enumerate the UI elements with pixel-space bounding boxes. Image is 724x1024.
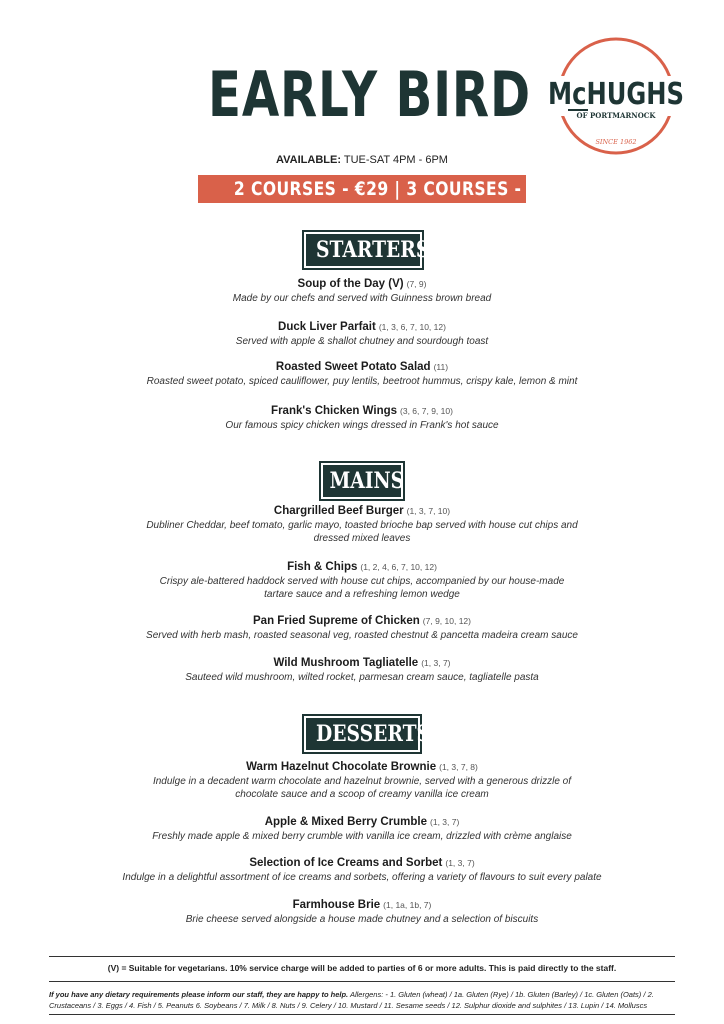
item-name: Soup of the Day (V) bbox=[297, 278, 404, 290]
logo-name: McHUGHS bbox=[548, 77, 684, 112]
allergy-intro: If you have any dietary requirements please inform our staff, they are happy to help. bbox=[49, 990, 349, 999]
item-allergens: (1, 1a, 1b, 7) bbox=[383, 900, 432, 910]
footer-divider-middle bbox=[49, 981, 675, 982]
item-allergens: (1, 3, 7, 10) bbox=[406, 506, 451, 516]
menu-item bbox=[0, 857, 724, 884]
item-description: Brie cheese served alongside a house made chutney and a selection of biscuits bbox=[185, 914, 539, 925]
item-description-line2: chocolate sauce and a scoop of creamy vanilla ice cream bbox=[235, 789, 489, 800]
item-name: Pan Fried Supreme of Chicken bbox=[253, 615, 420, 627]
menu-item bbox=[0, 405, 724, 432]
menu-title-text: EARLY BIRD bbox=[208, 58, 531, 131]
item-name: Chargrilled Beef Burger bbox=[273, 505, 404, 517]
item-allergens: (1, 3, 7) bbox=[445, 858, 475, 868]
menu-item bbox=[0, 657, 724, 684]
item-name: Warm Hazelnut Chocolate Brownie bbox=[246, 761, 437, 773]
availability-line bbox=[0, 154, 724, 166]
item-allergens: (3, 6, 7, 9, 10) bbox=[400, 406, 453, 416]
item-name: Wild Mushroom Tagliatelle bbox=[273, 657, 419, 669]
logo-emblem bbox=[546, 36, 686, 156]
item-description-line2: dressed mixed leaves bbox=[313, 533, 411, 544]
menu-item bbox=[0, 321, 724, 348]
item-name: Roasted Sweet Potato Salad bbox=[275, 361, 431, 373]
item-name: Farmhouse Brie bbox=[292, 899, 381, 911]
availability-value: TUE-SAT 4PM - 6PM bbox=[343, 154, 448, 166]
item-description: Crispy ale-battered haddock served with house cut chips, accompanied by our house-made bbox=[159, 576, 565, 587]
section-header-desserts: DESSERTS bbox=[306, 718, 418, 750]
menu-item bbox=[0, 761, 724, 801]
item-allergens: (7, 9) bbox=[406, 279, 427, 289]
item-description: Served with apple & shallot chutney and sourdough toast bbox=[235, 336, 489, 347]
logo-since: SINCE 1962 bbox=[595, 138, 637, 146]
availability-label: AVAILABLE: bbox=[276, 154, 341, 166]
item-allergens: (7, 9, 10, 12) bbox=[422, 616, 471, 626]
item-description: Served with herb mash, roasted seasonal veg, roasted chestnut & pancetta madeira cream sauce bbox=[146, 630, 578, 641]
menu-item bbox=[0, 561, 724, 601]
section-header-starters: STARTERS bbox=[306, 234, 420, 266]
menu-item bbox=[0, 899, 724, 926]
item-description: Our famous spicy chicken wings dressed in Frank's hot sauce bbox=[225, 420, 499, 431]
item-description: Roasted sweet potato, spiced cauliflower, puy lentils, beetroot hummus, crispy kale, lemon & mint bbox=[146, 376, 578, 387]
menu-item bbox=[0, 361, 724, 388]
menu-item bbox=[0, 816, 724, 843]
item-allergens: (1, 2, 4, 6, 7, 10, 12) bbox=[360, 562, 437, 572]
footer-divider-bottom bbox=[49, 1014, 675, 1015]
vegetarian-service-note: (V) = Suitable for vegetarians. 10% service charge will be added to parties of 6 or more adults. This is paid directly to the staff. bbox=[107, 963, 617, 973]
item-allergens: (1, 3, 7, 8) bbox=[439, 762, 478, 772]
item-allergens: (1, 3, 7) bbox=[421, 658, 451, 668]
price-banner bbox=[198, 175, 562, 203]
item-name: Frank's Chicken Wings bbox=[271, 405, 398, 417]
item-allergens: (11) bbox=[433, 362, 449, 372]
footer-divider-top bbox=[49, 956, 675, 957]
allergy-list-line2: 2. Crustaceans / 3. Eggs / 4. Fish / 5. Peanuts 6. Soybeans / 7. Milk / 8. Nuts / 9. Celery / 10. Mustard / 11. Sesame seeds / 12. Sulphur dioxide and sulphites / 13. Lupin / 14. Molluscs bbox=[49, 990, 654, 1010]
item-description: Freshly made apple & mixed berry crumble with vanilla ice cream, drizzled with crème anglaise bbox=[152, 831, 572, 842]
menu-item bbox=[0, 505, 724, 545]
item-description: Dubliner Cheddar, beef tomato, garlic mayo, toasted brioche bap served with house cut chips and bbox=[146, 520, 578, 531]
item-description: Made by our chefs and served with Guinness brown bread bbox=[232, 293, 492, 304]
price-banner-text: 2 COURSES - €29 | 3 COURSES - €33 bbox=[233, 178, 562, 200]
section-header-mains: MAINS bbox=[323, 465, 401, 497]
item-description: Indulge in a delightful assortment of ice creams and sorbets, offering a variety of flavours to suit every palate bbox=[122, 872, 602, 883]
allergen-info bbox=[49, 989, 675, 1011]
item-name: Selection of Ice Creams and Sorbet bbox=[249, 857, 443, 869]
item-allergens: (1, 3, 6, 7, 10, 12) bbox=[378, 322, 446, 332]
item-name: Apple & Mixed Berry Crumble bbox=[264, 816, 428, 828]
allergy-list-line1: Allergens: - 1. Gluten (wheat) / 1a. Gluten (Rye) / 1b. Gluten (Barley) / 1c. Gluten (Oats) / bbox=[349, 990, 646, 999]
menu-item bbox=[0, 278, 724, 305]
item-description-line2: tartare sauce and a refreshing lemon wedge bbox=[264, 589, 460, 600]
mchughs-logo bbox=[546, 36, 686, 156]
item-description: Sauteed wild mushroom, wilted rocket, parmesan cream sauce, tagliatelle pasta bbox=[185, 672, 539, 683]
item-allergens: (1, 3, 7) bbox=[430, 817, 460, 827]
item-description: Indulge in a decadent warm chocolate and hazelnut brownie, served with a generous drizzle of bbox=[152, 776, 572, 787]
logo-subtitle: OF PORTMARNOCK bbox=[576, 111, 656, 120]
menu-item bbox=[0, 615, 724, 642]
item-name: Fish & Chips bbox=[287, 561, 358, 573]
item-name: Duck Liver Parfait bbox=[278, 321, 376, 333]
